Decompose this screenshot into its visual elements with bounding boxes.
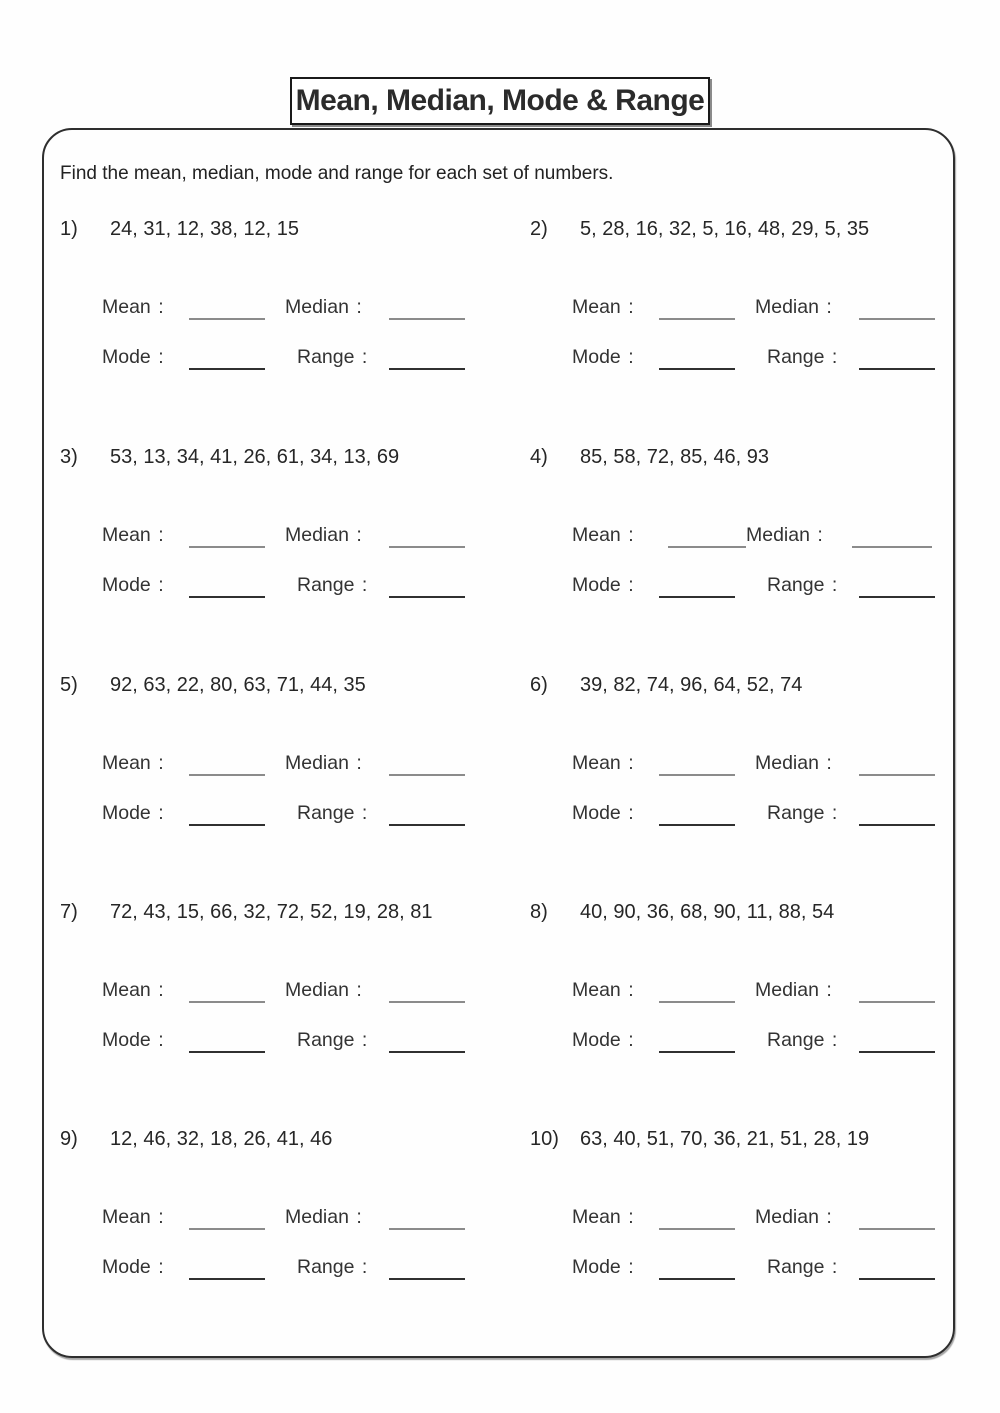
problem-block (50, 446, 500, 636)
range-answer-blank[interactable] (389, 802, 465, 826)
median-label: Median : (285, 1206, 362, 1228)
problem-block (520, 446, 970, 636)
median-answer-blank[interactable] (389, 296, 465, 320)
mode-label: Mode : (102, 1029, 164, 1051)
range-answer-blank[interactable] (859, 1256, 935, 1280)
mode-range-row (50, 1256, 500, 1286)
mean-median-row (520, 979, 970, 1009)
mode-answer-blank[interactable] (659, 802, 735, 826)
mode-label: Mode : (102, 802, 164, 824)
problem-number-line (50, 1128, 500, 1154)
range-answer-blank[interactable] (859, 346, 935, 370)
problem-number-set: 85, 58, 72, 85, 46, 93 (580, 446, 770, 468)
mode-answer-blank[interactable] (659, 346, 735, 370)
median-label: Median : (755, 296, 832, 318)
mean-answer-blank[interactable] (659, 979, 735, 1003)
problem-number: 3) (60, 446, 78, 468)
range-answer-blank[interactable] (389, 1029, 465, 1053)
problem-number-line (520, 901, 970, 927)
problem-number-set: 63, 40, 51, 70, 36, 21, 51, 28, 19 (580, 1128, 870, 1150)
range-answer-blank[interactable] (859, 1029, 935, 1053)
median-answer-blank[interactable] (859, 1206, 935, 1230)
mode-range-row (520, 574, 970, 604)
problem-number-set: 53, 13, 34, 41, 26, 61, 34, 13, 69 (110, 446, 400, 468)
mode-answer-blank[interactable] (189, 346, 265, 370)
problem-block (50, 1128, 500, 1318)
problem-number-set: 39, 82, 74, 96, 64, 52, 74 (580, 674, 803, 696)
mean-answer-blank[interactable] (659, 296, 735, 320)
problem-number: 1) (60, 218, 78, 240)
mean-median-row (520, 296, 970, 326)
problem-block (50, 674, 500, 864)
mode-answer-blank[interactable] (189, 1029, 265, 1053)
problem-number: 7) (60, 901, 78, 923)
median-answer-blank[interactable] (859, 752, 935, 776)
problem-number-line (50, 901, 500, 927)
mode-answer-blank[interactable] (659, 1256, 735, 1280)
range-answer-blank[interactable] (389, 1256, 465, 1280)
problem-block (520, 218, 970, 408)
median-answer-blank[interactable] (852, 524, 932, 548)
problem-number: 2) (530, 218, 548, 240)
problem-number-set: 40, 90, 36, 68, 90, 11, 88, 54 (580, 901, 835, 923)
mode-label: Mode : (102, 1256, 164, 1278)
worksheet-title (290, 77, 710, 125)
median-label: Median : (285, 296, 362, 318)
range-label: Range : (767, 1256, 838, 1278)
problem-block (520, 1128, 970, 1318)
problem-number-line (520, 446, 970, 472)
problem-block (50, 218, 500, 408)
median-answer-blank[interactable] (859, 979, 935, 1003)
problem-number-set: 72, 43, 15, 66, 32, 72, 52, 19, 28, 81 (110, 901, 433, 923)
mean-median-row (50, 979, 500, 1009)
problem-number: 5) (60, 674, 78, 696)
mode-answer-blank[interactable] (189, 1256, 265, 1280)
mean-label: Mean : (102, 979, 164, 1001)
mean-label: Mean : (102, 752, 164, 774)
median-answer-blank[interactable] (389, 524, 465, 548)
mode-range-row (520, 1029, 970, 1059)
problem-number: 4) (530, 446, 548, 468)
problem-number: 8) (530, 901, 548, 923)
median-label: Median : (755, 979, 832, 1001)
mode-label: Mode : (102, 346, 164, 368)
range-label: Range : (297, 802, 368, 824)
problem-number-line (50, 218, 500, 244)
median-label: Median : (755, 1206, 832, 1228)
mode-range-row (520, 346, 970, 376)
problem-block (520, 674, 970, 864)
range-label: Range : (767, 574, 838, 596)
mean-answer-blank[interactable] (659, 752, 735, 776)
range-label: Range : (297, 1256, 368, 1278)
range-label: Range : (767, 802, 838, 824)
range-answer-blank[interactable] (859, 802, 935, 826)
mean-label: Mean : (102, 296, 164, 318)
median-answer-blank[interactable] (389, 752, 465, 776)
problem-block (50, 901, 500, 1091)
mode-label: Mode : (572, 1256, 634, 1278)
mode-answer-blank[interactable] (659, 1029, 735, 1053)
worksheet-title-text: Mean, Median, Mode & Range (295, 84, 705, 117)
problem-number-set: 5, 28, 16, 32, 5, 16, 48, 29, 5, 35 (580, 218, 870, 240)
mode-answer-blank[interactable] (189, 802, 265, 826)
mode-label: Mode : (102, 574, 164, 596)
range-label: Range : (767, 1029, 838, 1051)
mode-answer-blank[interactable] (659, 574, 735, 598)
median-label: Median : (285, 524, 362, 546)
problem-block (520, 901, 970, 1091)
problem-number-line (520, 1128, 970, 1154)
mode-range-row (50, 574, 500, 604)
problem-number-set: 24, 31, 12, 38, 12, 15 (110, 218, 300, 240)
mean-median-row (50, 1206, 500, 1236)
median-label: Median : (755, 752, 832, 774)
mean-answer-blank[interactable] (189, 979, 265, 1003)
problem-number: 10) (530, 1128, 559, 1150)
mean-answer-blank[interactable] (189, 1206, 265, 1230)
mode-range-row (50, 1029, 500, 1059)
median-answer-blank[interactable] (389, 1206, 465, 1230)
problem-number-set: 12, 46, 32, 18, 26, 41, 46 (110, 1128, 333, 1150)
range-label: Range : (297, 1029, 368, 1051)
mean-answer-blank[interactable] (189, 524, 265, 548)
mode-label: Mode : (572, 574, 634, 596)
mean-median-row (50, 524, 500, 554)
range-label: Range : (767, 346, 838, 368)
range-answer-blank[interactable] (859, 574, 935, 598)
mean-label: Mean : (102, 1206, 164, 1228)
mean-answer-blank[interactable] (668, 524, 746, 548)
mode-range-row (50, 802, 500, 832)
problem-number-set: 92, 63, 22, 80, 63, 71, 44, 35 (110, 674, 366, 696)
mean-median-row (520, 1206, 970, 1236)
mean-label: Mean : (572, 296, 634, 318)
mode-range-row (520, 1256, 970, 1286)
mean-median-row (50, 296, 500, 326)
mode-range-row (520, 802, 970, 832)
mean-label: Mean : (572, 524, 634, 546)
instruction-text: Find the mean, median, mode and range for each set of numbers. (60, 163, 614, 184)
mean-label: Mean : (572, 1206, 634, 1228)
mean-answer-blank[interactable] (189, 296, 265, 320)
mean-label: Mean : (572, 752, 634, 774)
range-answer-blank[interactable] (389, 574, 465, 598)
problem-number: 9) (60, 1128, 78, 1150)
mean-median-row (520, 752, 970, 782)
mode-label: Mode : (572, 1029, 634, 1051)
mode-label: Mode : (572, 346, 634, 368)
median-label: Median : (285, 752, 362, 774)
mean-label: Mean : (572, 979, 634, 1001)
mode-range-row (50, 346, 500, 376)
mean-answer-blank[interactable] (189, 752, 265, 776)
median-label: Median : (285, 979, 362, 1001)
median-label: Median : (746, 524, 823, 546)
problem-number-line (520, 674, 970, 700)
range-label: Range : (297, 574, 368, 596)
mean-median-row (50, 752, 500, 782)
mode-answer-blank[interactable] (189, 574, 265, 598)
problem-number-line (520, 218, 970, 244)
range-answer-blank[interactable] (389, 346, 465, 370)
mode-label: Mode : (572, 802, 634, 824)
problem-number: 6) (530, 674, 548, 696)
range-label: Range : (297, 346, 368, 368)
mean-label: Mean : (102, 524, 164, 546)
problem-number-line (50, 674, 500, 700)
mean-answer-blank[interactable] (659, 1206, 735, 1230)
median-answer-blank[interactable] (389, 979, 465, 1003)
problem-number-line (50, 446, 500, 472)
mean-median-row (520, 524, 970, 554)
median-answer-blank[interactable] (859, 296, 935, 320)
